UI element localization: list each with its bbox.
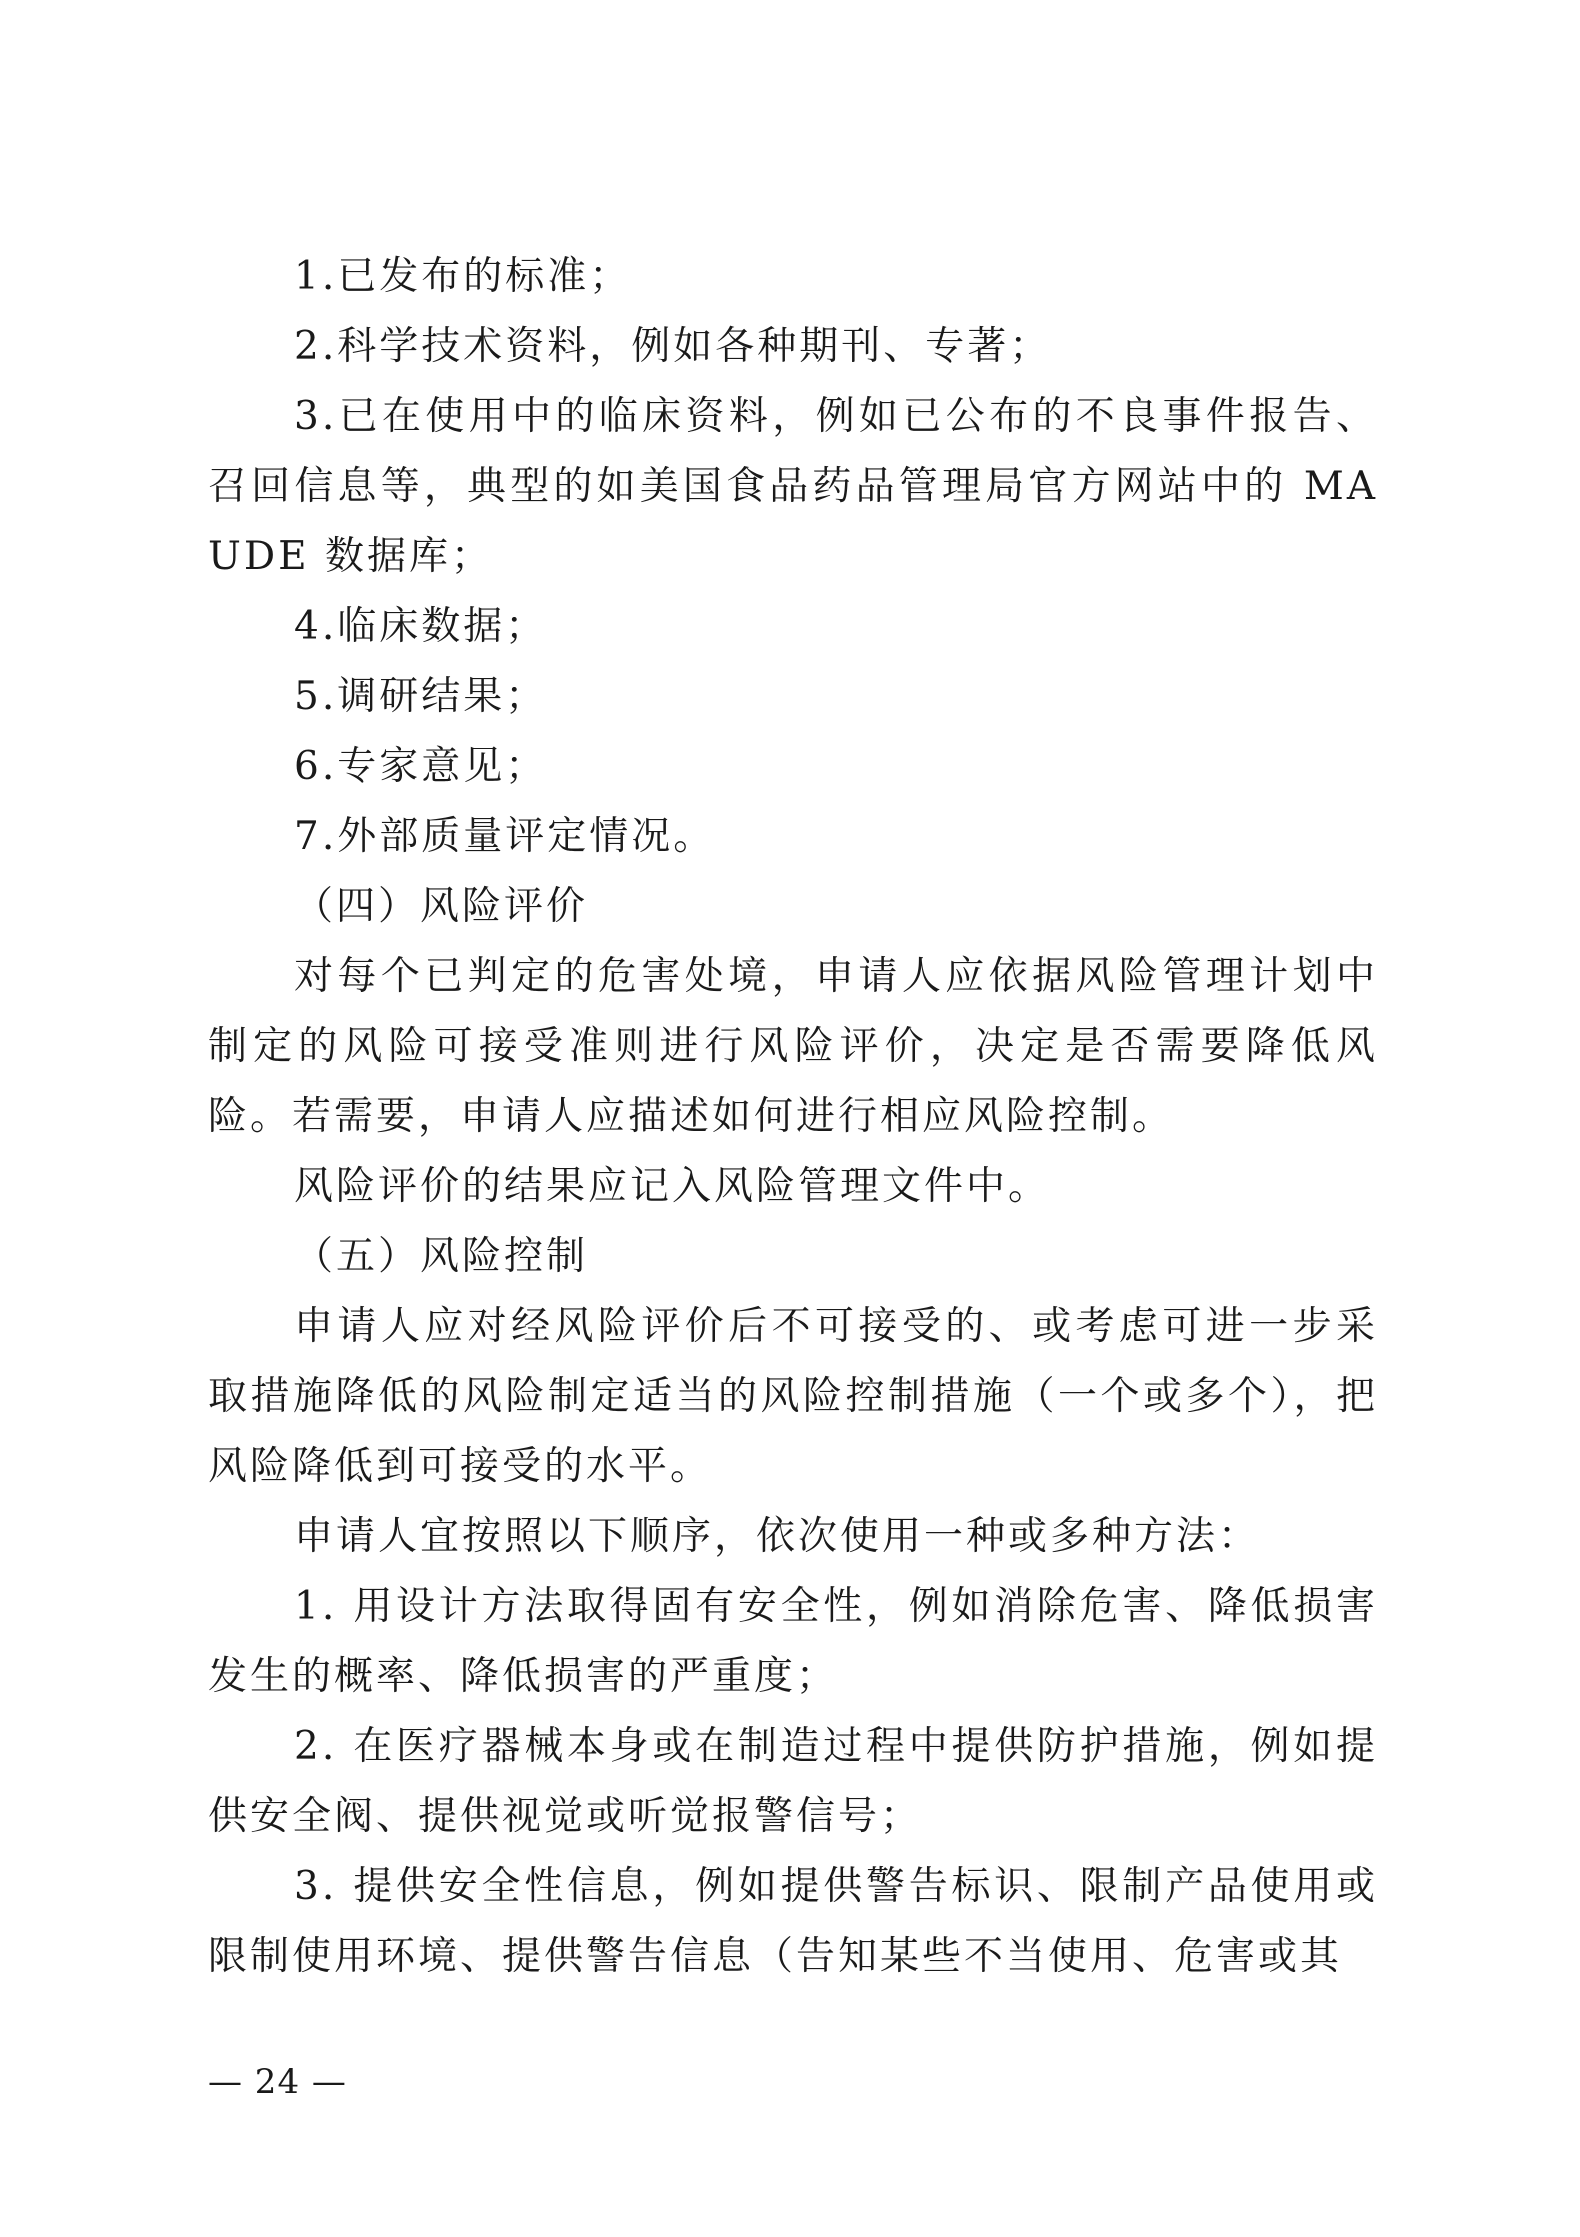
paragraph-risk-control: 申请人应对经风险评价后不可接受的、或考虑可进一步采取措施降低的风险制定适当的风险控制措施（一个或多个），把风险降低到可接受的水平。: [208, 1304, 1378, 1489]
list-item-external-quality: 7.外部质量评定情况。: [294, 814, 716, 859]
section-heading-risk-control: （五）风险控制: [294, 1234, 589, 1279]
list-item-published-standards: 1.已发布的标准；: [294, 254, 632, 299]
list-item-protective-measures: 2. 在医疗器械本身或在制造过程中提供防护措施，例如提供安全阀、提供视觉或听觉报警信号；: [208, 1724, 1378, 1839]
paragraph-risk-evaluation: 对每个已判定的危害处境，申请人应依据风险管理计划中制定的风险可接受准则进行风险评价，决定是否需要降低风险。若需要，申请人应描述如何进行相应风险控制。: [208, 954, 1378, 1139]
list-item-inherent-safety: 1. 用设计方法取得固有安全性，例如消除危害、降低损害发生的概率、降低损害的严重度；: [208, 1584, 1378, 1699]
list-item-clinical-records: 3.已在使用中的临床资料，例如已公布的不良事件报告、召回信息等，典型的如美国食品药品管理局官方网站中的 MAUDE 数据库；: [208, 394, 1378, 579]
list-item-survey-results: 5.调研结果；: [294, 674, 548, 719]
paragraph-risk-evaluation-record: 风险评价的结果应记入风险管理文件中。: [294, 1164, 1051, 1209]
list-item-scientific-literature: 2.科学技术资料，例如各种期刊、专著；: [294, 324, 1052, 369]
page-number: — 24 —: [208, 2062, 347, 2102]
list-item-safety-information: 3. 提供安全性信息，例如提供警告标识、限制产品使用或限制使用环境、提供警告信息（告知某些不当使用、危害或其: [208, 1864, 1378, 1979]
body-text: [208, 242, 1378, 1992]
list-item-clinical-data: 4.临床数据；: [294, 604, 548, 649]
paragraph-methods-order: 申请人宜按照以下顺序，依次使用一种或多种方法：: [294, 1514, 1261, 1559]
list-item-expert-opinion: 6.专家意见；: [294, 744, 548, 789]
section-heading-risk-evaluation: （四）风险评价: [294, 884, 589, 929]
